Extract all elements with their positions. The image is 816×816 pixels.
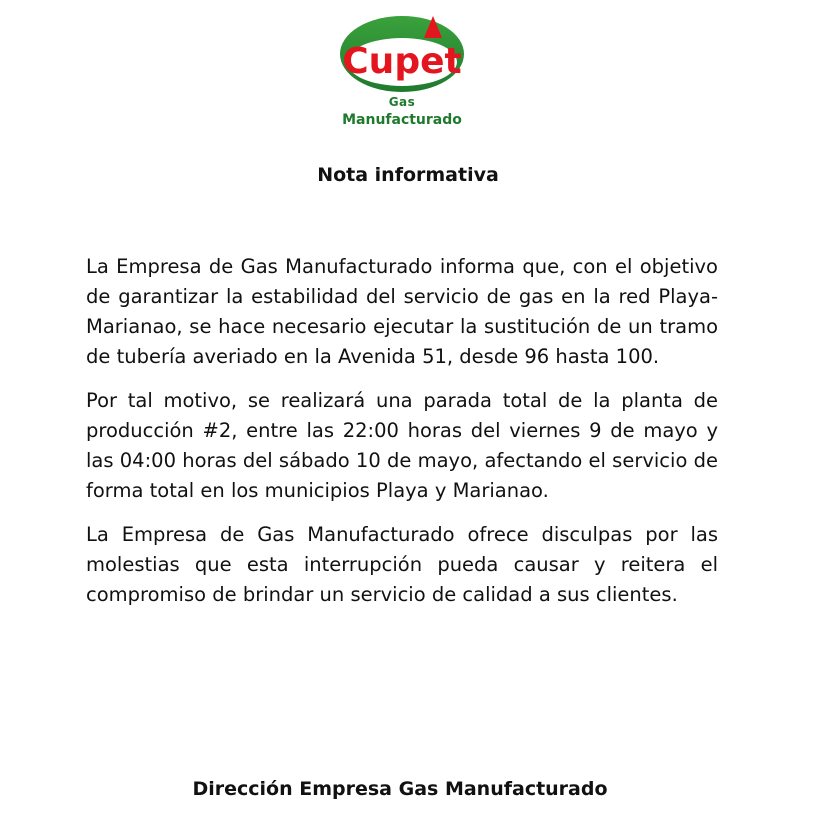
paragraph-2: Por tal motivo, se realizará una parada total de la planta de producción #2, entre las 22:00 horas del viernes 9 de mayo y las 04:00 horas del sábado 10 de mayo, afectando el servicio de forma total en los municipios Playa y Marianao. (86, 389, 718, 502)
logo-subtitle-gas: Gas (388, 95, 416, 109)
cupet-logo (336, 12, 468, 132)
document-body (86, 252, 718, 624)
logo-brand-text: Cupet (342, 41, 462, 82)
paragraph-1: La Empresa de Gas Manufacturado informa que, con el objetivo de garantizar la estabilidad del servicio de gas en la red Playa-Marianao, se hace necesario ejecutar la sustitución de un tramo de tubería averiado en la Avenida 51, desde 96 hasta 100. (86, 255, 718, 368)
paragraph-3: La Empresa de Gas Manufacturado ofrece disculpas por las molestias que esta interrupción pueda causar y reitera el compromiso de brindar un servicio de calidad a sus clientes. (86, 523, 718, 606)
document-title: Nota informativa (317, 164, 499, 186)
cupet-logo-mark (336, 12, 468, 96)
signature: Dirección Empresa Gas Manufacturado (192, 778, 608, 800)
logo-subtitle-manufacturado: Manufacturado (342, 112, 462, 128)
